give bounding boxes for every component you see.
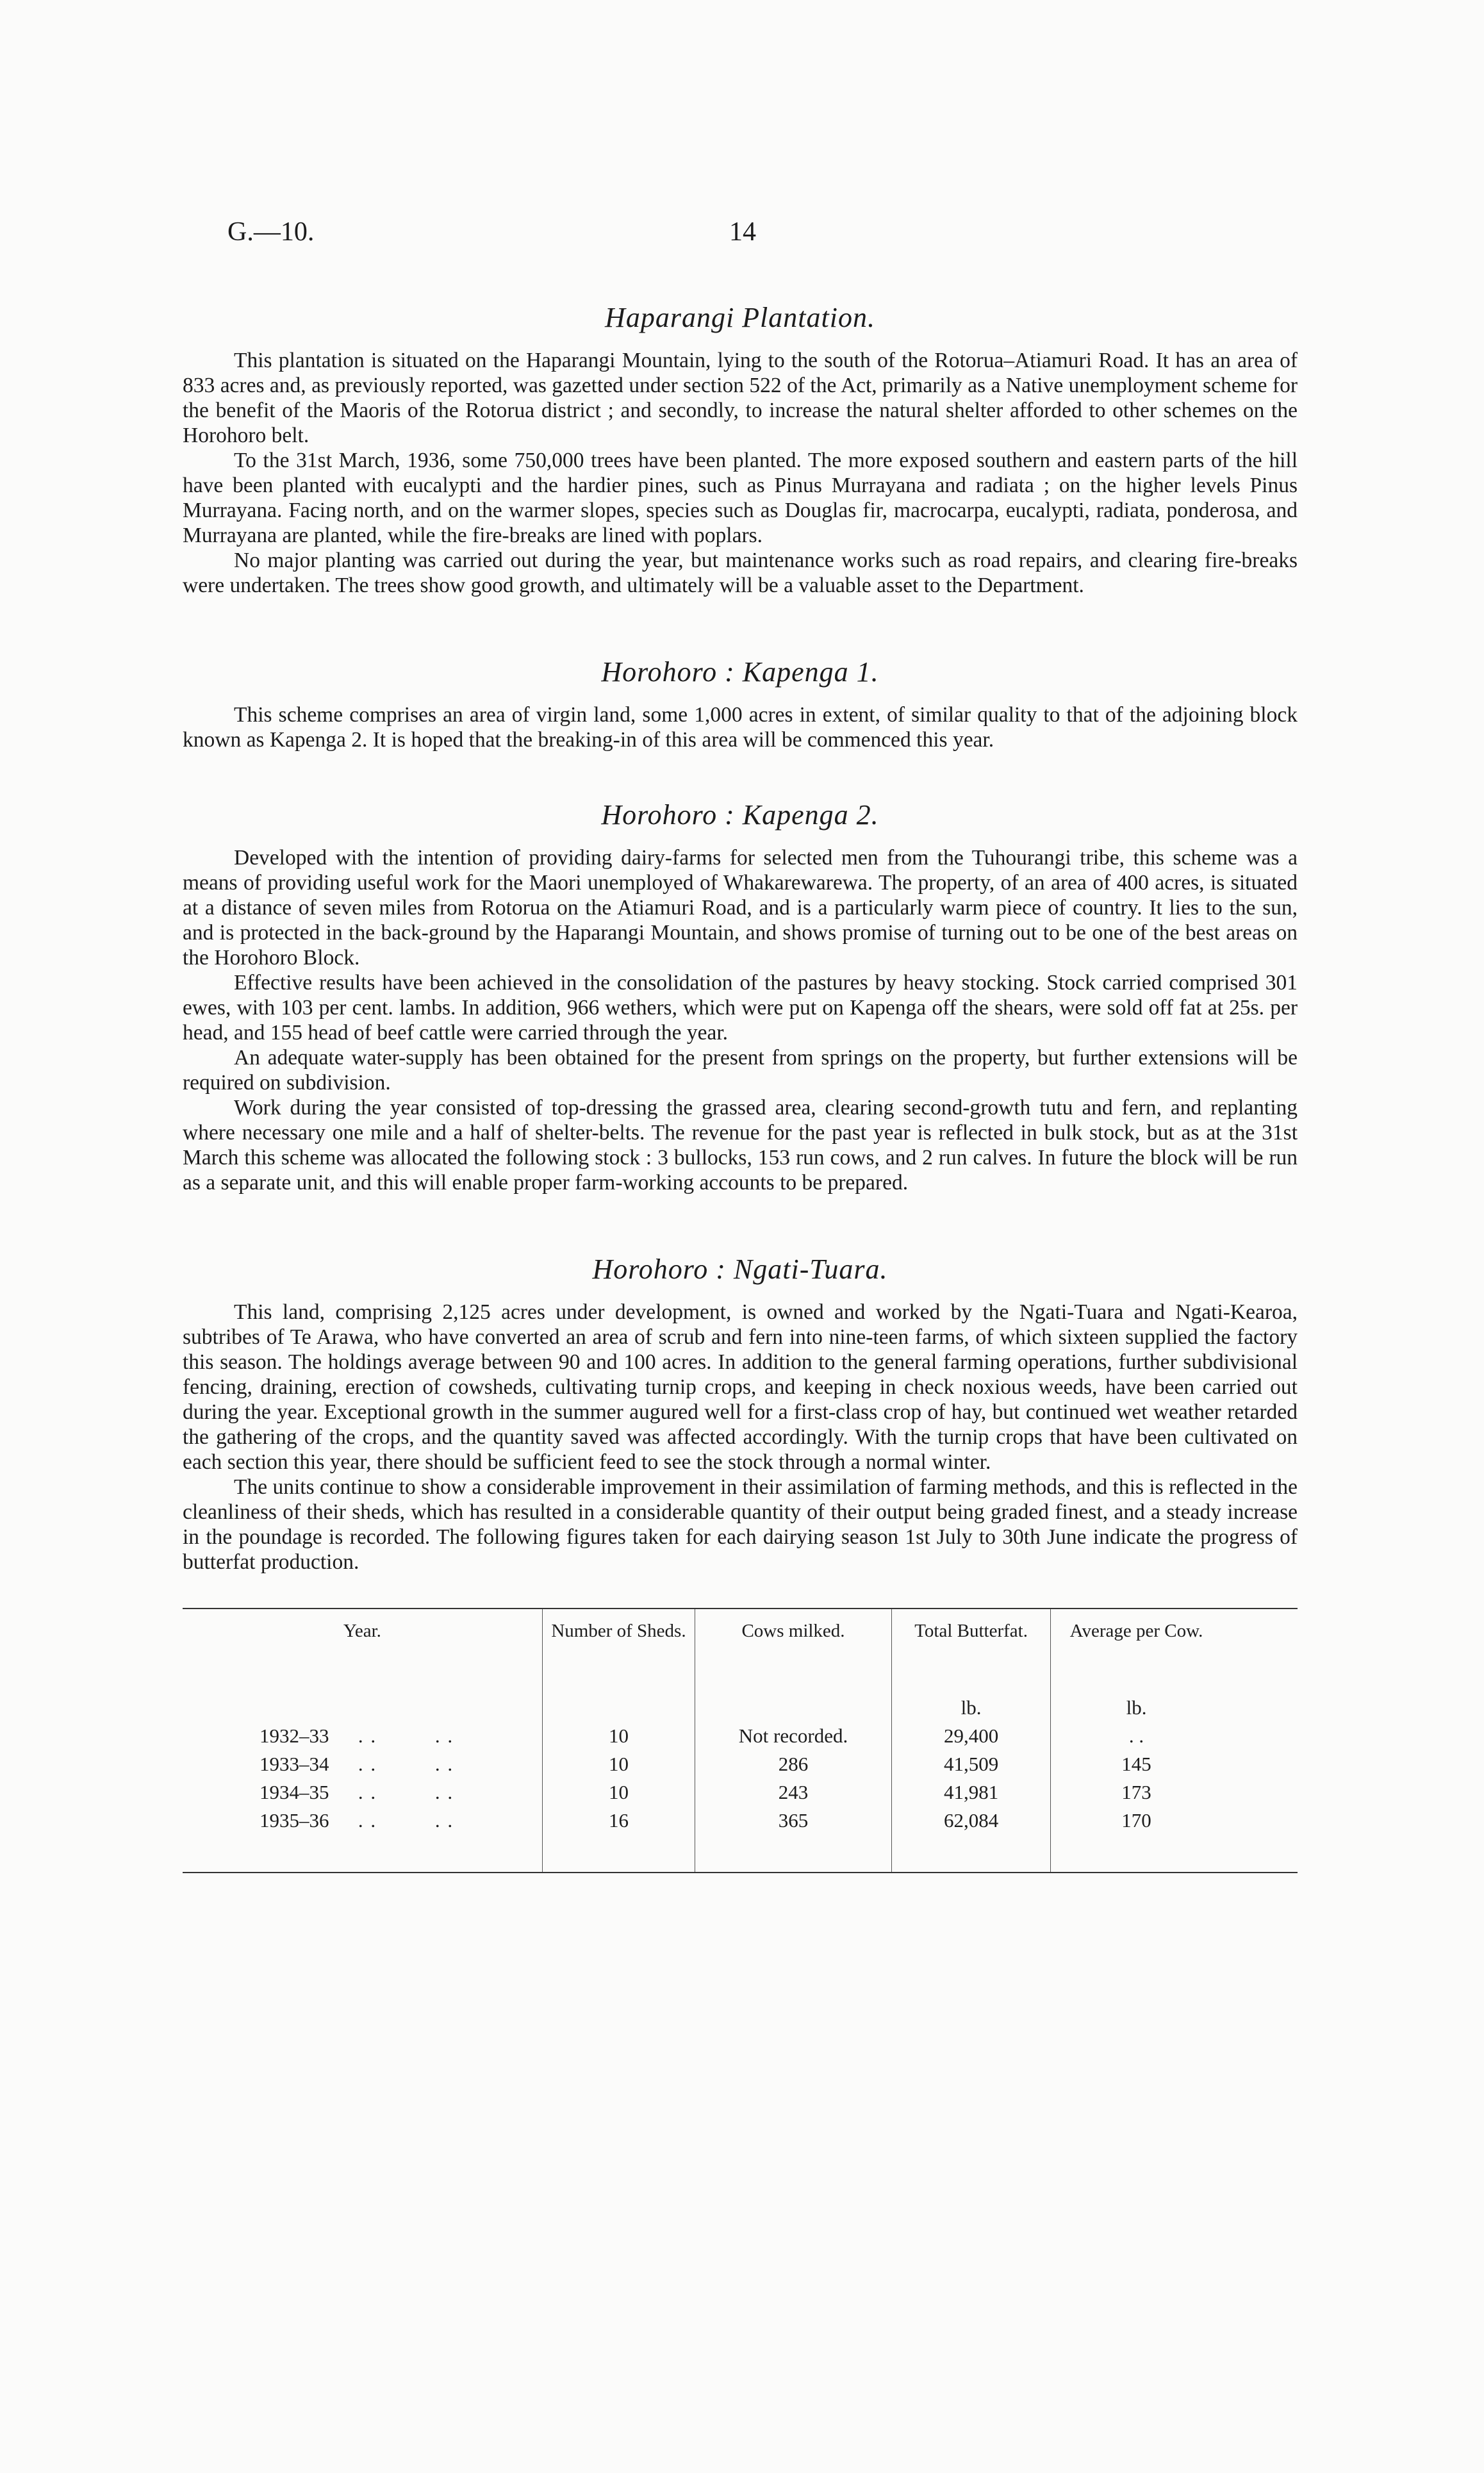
cell-butterfat: 62,084 (891, 1807, 1051, 1873)
units-row (183, 1650, 1298, 1722)
cell-butterfat: 41,981 (891, 1778, 1051, 1807)
cell-average: 173 (1051, 1778, 1222, 1807)
paragraph: The units continue to show a considerable improvement in their assimilation of farming methods, and this is reflected in the cleanliness of their sheds, which has resulted in a considerable quantity of their output being graded finest, and a steady increase in the poundage is recorded. The following figures taken for each dairying season 1st July to 30th June indicate the progress of butterfat production. (183, 1475, 1298, 1574)
page-header (227, 217, 1278, 255)
table-row: 1932–33 . . . . 10 Not recorded. 29,400 . . (183, 1722, 1298, 1750)
cell-butterfat: 29,400 (891, 1722, 1051, 1750)
cell-year: 1935–36 (260, 1809, 329, 1832)
paragraph: This plantation is situated on the Haparangi Mountain, lying to the south of the Rotorua–Atiamuri Road. It has an area of 833 acres and, as previously reported, was gazetted under section 522 of the Act, primarily as a Native unemployment scheme for the benefit of the Maoris of the Rotorua district ; and secondly, to increase the natural shelter afforded to other schemes on the Horohoro belt. (183, 349, 1298, 447)
table-row: 1934–35 . . . . 10 243 41,981 173 (183, 1778, 1298, 1807)
col-header-year: Year. (343, 1621, 381, 1641)
paragraph: This land, comprising 2,125 acres under development, is owned and worked by the Ngati-Tuara and Ngati-Kearoa, subtribes of Te Arawa, who have converted an area of scrub and fern into nine-teen farms, of which sixteen supplied the factory this season. The holdings average between 90 and 100 acres. In addition to the general farming operations, further subdivisional fencing, draining, erection of cowsheds, cultivating turnip crops, and keeping in check noxious weeds, have been carried out during the year. Exceptional growth in the summer augured well for a first-class crop of hay, but continued wet weather retarded the gathering of the crops, and the quantity saved was affected accordingly. With the turnip crops that have been cultivated on each section this year, there should be sufficient feed to see the stock through a normal winter. (183, 1300, 1298, 1474)
paragraph: Effective results have been achieved in the consolidation of the pastures by heavy stocking. Stock carried comprised 301 ewes, with 103 per cent. lambs. In addition, 966 wethers, which were put on Kapenga off the shears, were sold off fat at 25s. per head, and 155 head of beef cattle were carried through the year. (183, 971, 1298, 1045)
col-header-cows: Cows milked. (695, 1609, 892, 1650)
table-header-row (183, 1609, 1298, 1650)
cell-year: 1933–34 (260, 1753, 329, 1775)
cell-year: 1934–35 (260, 1781, 329, 1803)
cell-cows: 365 (695, 1807, 892, 1873)
table-row: 1935–36 . . . . 16 365 62,084 170 (183, 1807, 1298, 1873)
document-reference: G.—10. (227, 217, 315, 247)
paragraph: This scheme comprises an area of virgin land, some 1,000 acres in extent, of similar quality to that of the adjoining block known as Kapenga 2. It is hoped that the breaking-in of this area will be commenced this year. (183, 703, 1298, 752)
cell-sheds: 10 (542, 1778, 695, 1807)
cell-butterfat: 41,509 (891, 1750, 1051, 1778)
cell-sheds: 16 (542, 1807, 695, 1873)
spacer-column (1222, 1609, 1298, 1650)
unit-average: lb. (1051, 1650, 1222, 1722)
section-kapenga-1 (183, 656, 1298, 752)
section-title: Horohoro : Kapenga 1. (601, 656, 879, 688)
paragraph: No major planting was carried out during the year, but maintenance works such as road repairs, and clearing fire-breaks were undertaken. The trees show good growth, and ultimately will be a valuable asset to the Department. (183, 549, 1298, 597)
section-title: Haparangi Plantation. (605, 302, 875, 333)
section-title: Horohoro : Kapenga 2. (601, 799, 879, 831)
page-number: 14 (729, 217, 756, 247)
table-row: 1933–34 . . . . 10 286 41,509 145 (183, 1750, 1298, 1778)
col-header-sheds: Number of Sheds. (542, 1609, 695, 1650)
cell-sheds: 10 (542, 1722, 695, 1750)
paragraph: An adequate water-supply has been obtained for the present from springs on the property, but further extensions will be required on subdivision. (183, 1046, 1298, 1095)
paragraph: Developed with the intention of providing dairy-farms for selected men from the Tuhourangi tribe, this scheme was a means of providing useful work for the Maori unemployed of Whakarewarewa. The property, of an area of 400 acres, is situated at a distance of seven miles from Rotorua on the Atiamuri Road, and is a particularly warm piece of country. It lies to the sun, and is protected in the back-ground by the Haparangi Mountain, and shows promise of turning out to be one of the best areas on the Horohoro Block. (183, 846, 1298, 970)
section-haparangi (183, 301, 1298, 598)
butterfat-table (183, 1608, 1298, 1873)
cell-average: . . (1051, 1722, 1222, 1750)
col-header-average: Average per Cow. (1051, 1609, 1222, 1650)
cell-average: 170 (1051, 1807, 1222, 1873)
cell-cows: 243 (695, 1778, 892, 1807)
cell-average: 145 (1051, 1750, 1222, 1778)
section-title: Horohoro : Ngati-Tuara. (592, 1253, 888, 1285)
col-header-butterfat: Total Butterfat. (891, 1609, 1051, 1650)
section-ngati-tuara (183, 1253, 1298, 1873)
paragraph: To the 31st March, 1936, some 750,000 trees have been planted. The more exposed southern and eastern parts of the hill have been planted with eucalypti and the hardier pines, such as Pinus Murrayana and radiata ; on the higher levels Pinus Murrayana. Facing north, and on the warmer slopes, species such as Douglas fir, macrocarpa, eucalypti, radiata, ponderosa, and Murrayana are planted, while the fire-breaks are lined with poplars. (183, 449, 1298, 547)
unit-butterfat: lb. (891, 1650, 1051, 1722)
cell-sheds: 10 (542, 1750, 695, 1778)
paragraph: Work during the year consisted of top-dressing the grassed area, clearing second-growth tutu and fern, and replanting where necessary one mile and a half of shelter-belts. The revenue for the past year is reflected in bulk stock, but as at the 31st March this scheme was allocated the following stock : 3 bullocks, 153 run cows, and 2 run calves. In future the block will be run as a separate unit, and this will enable proper farm-working accounts to be prepared. (183, 1096, 1298, 1195)
section-kapenga-2 (183, 798, 1298, 1195)
cell-cows: Not recorded. (695, 1722, 892, 1750)
page-body (183, 301, 1298, 1873)
cell-cows: 286 (695, 1750, 892, 1778)
cell-year: 1932–33 (260, 1724, 329, 1747)
